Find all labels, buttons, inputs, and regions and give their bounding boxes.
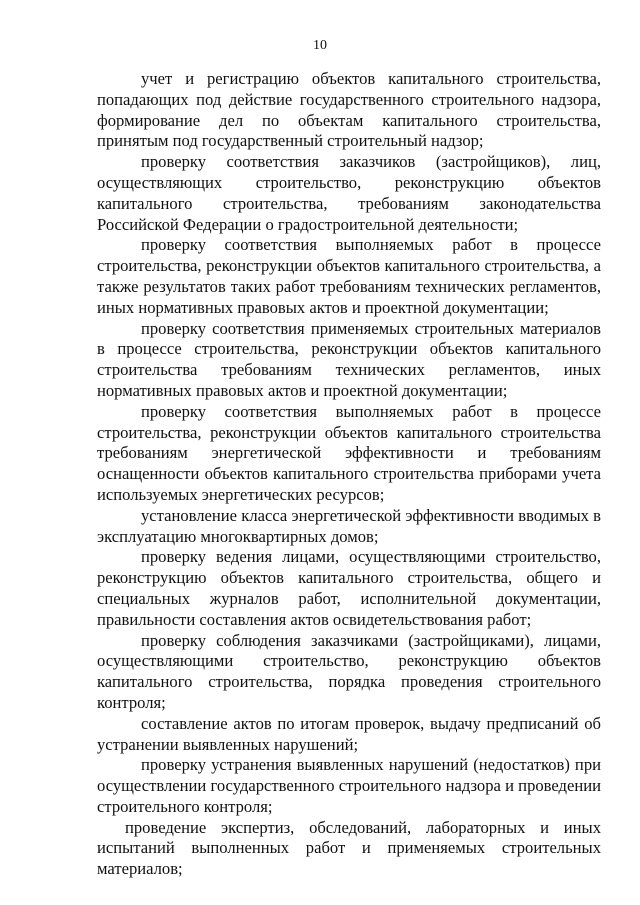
paragraph-construction-control: проверку соблюдения заказчиками (застройщиками), лицами, осуществляющими строительство, реконструкцию объектов капитального строительства, порядка проведения строительного контроля; — [97, 630, 601, 712]
paragraph-works-compliance: проверку соответствия выполняемых работ в процессе строительства, реконструкции объектов капитального строительства, а также результатов таких работ требованиям технических регламентов, иных нормативных правовых актов и проектной документации; — [97, 235, 601, 317]
paragraph-materials-compliance: проверку соответствия применяемых строительных материалов в процессе строительства, реконструкции объектов капитального строительства требованиям технических регламентов, иных нормативных правовых актов и проектной документации; — [97, 318, 601, 400]
paragraph-customer-compliance: проверку соответствия заказчиков (застройщиков), лиц, осуществляющих строительство, реконструкцию объектов капитального строительства, требованиям законодательства Российской Федерации о градостроительной деятельности; — [97, 152, 601, 234]
paragraph-violations-check: проверку устранения выявленных нарушений (недостатков) при осуществлении государственного строительного надзора и проведении строительного контроля; — [97, 755, 601, 816]
paragraph-energy-class: установление класса энергетической эффективности вводимых в эксплуатацию многоквартирных домов; — [97, 505, 601, 546]
paragraph-energy-efficiency-check: проверку соответствия выполняемых работ в процессе строительства, реконструкции объектов капитального строительства требованиям энергетической эффективности и требованиям оснащенности объектов капитального строительства приборами учета используемых энергетических ресурсов; — [97, 401, 601, 504]
page-number: 10 — [313, 38, 327, 53]
paragraph-registration: учет и регистрацию объектов капитального строительства, попадающих под действие государственного строительного надзора, формирование дел по объектам капитального строительства, принятым под государственный строительный надзор; — [97, 69, 601, 151]
document-body — [97, 69, 601, 880]
paragraph-journals-check: проверку ведения лицами, осуществляющими строительство, реконструкцию объектов капитального строительства, общего и специальных журналов работ, исполнительной документации, правильности составления актов освидетельствования работ; — [97, 547, 601, 629]
paragraph-inspection-acts: составление актов по итогам проверок, выдачу предписаний об устранении выявленных нарушений; — [97, 713, 601, 754]
paragraph-expertise: проведение экспертиз, обследований, лабораторных и иных испытаний выполненных работ и применяемых строительных материалов; — [97, 817, 601, 879]
